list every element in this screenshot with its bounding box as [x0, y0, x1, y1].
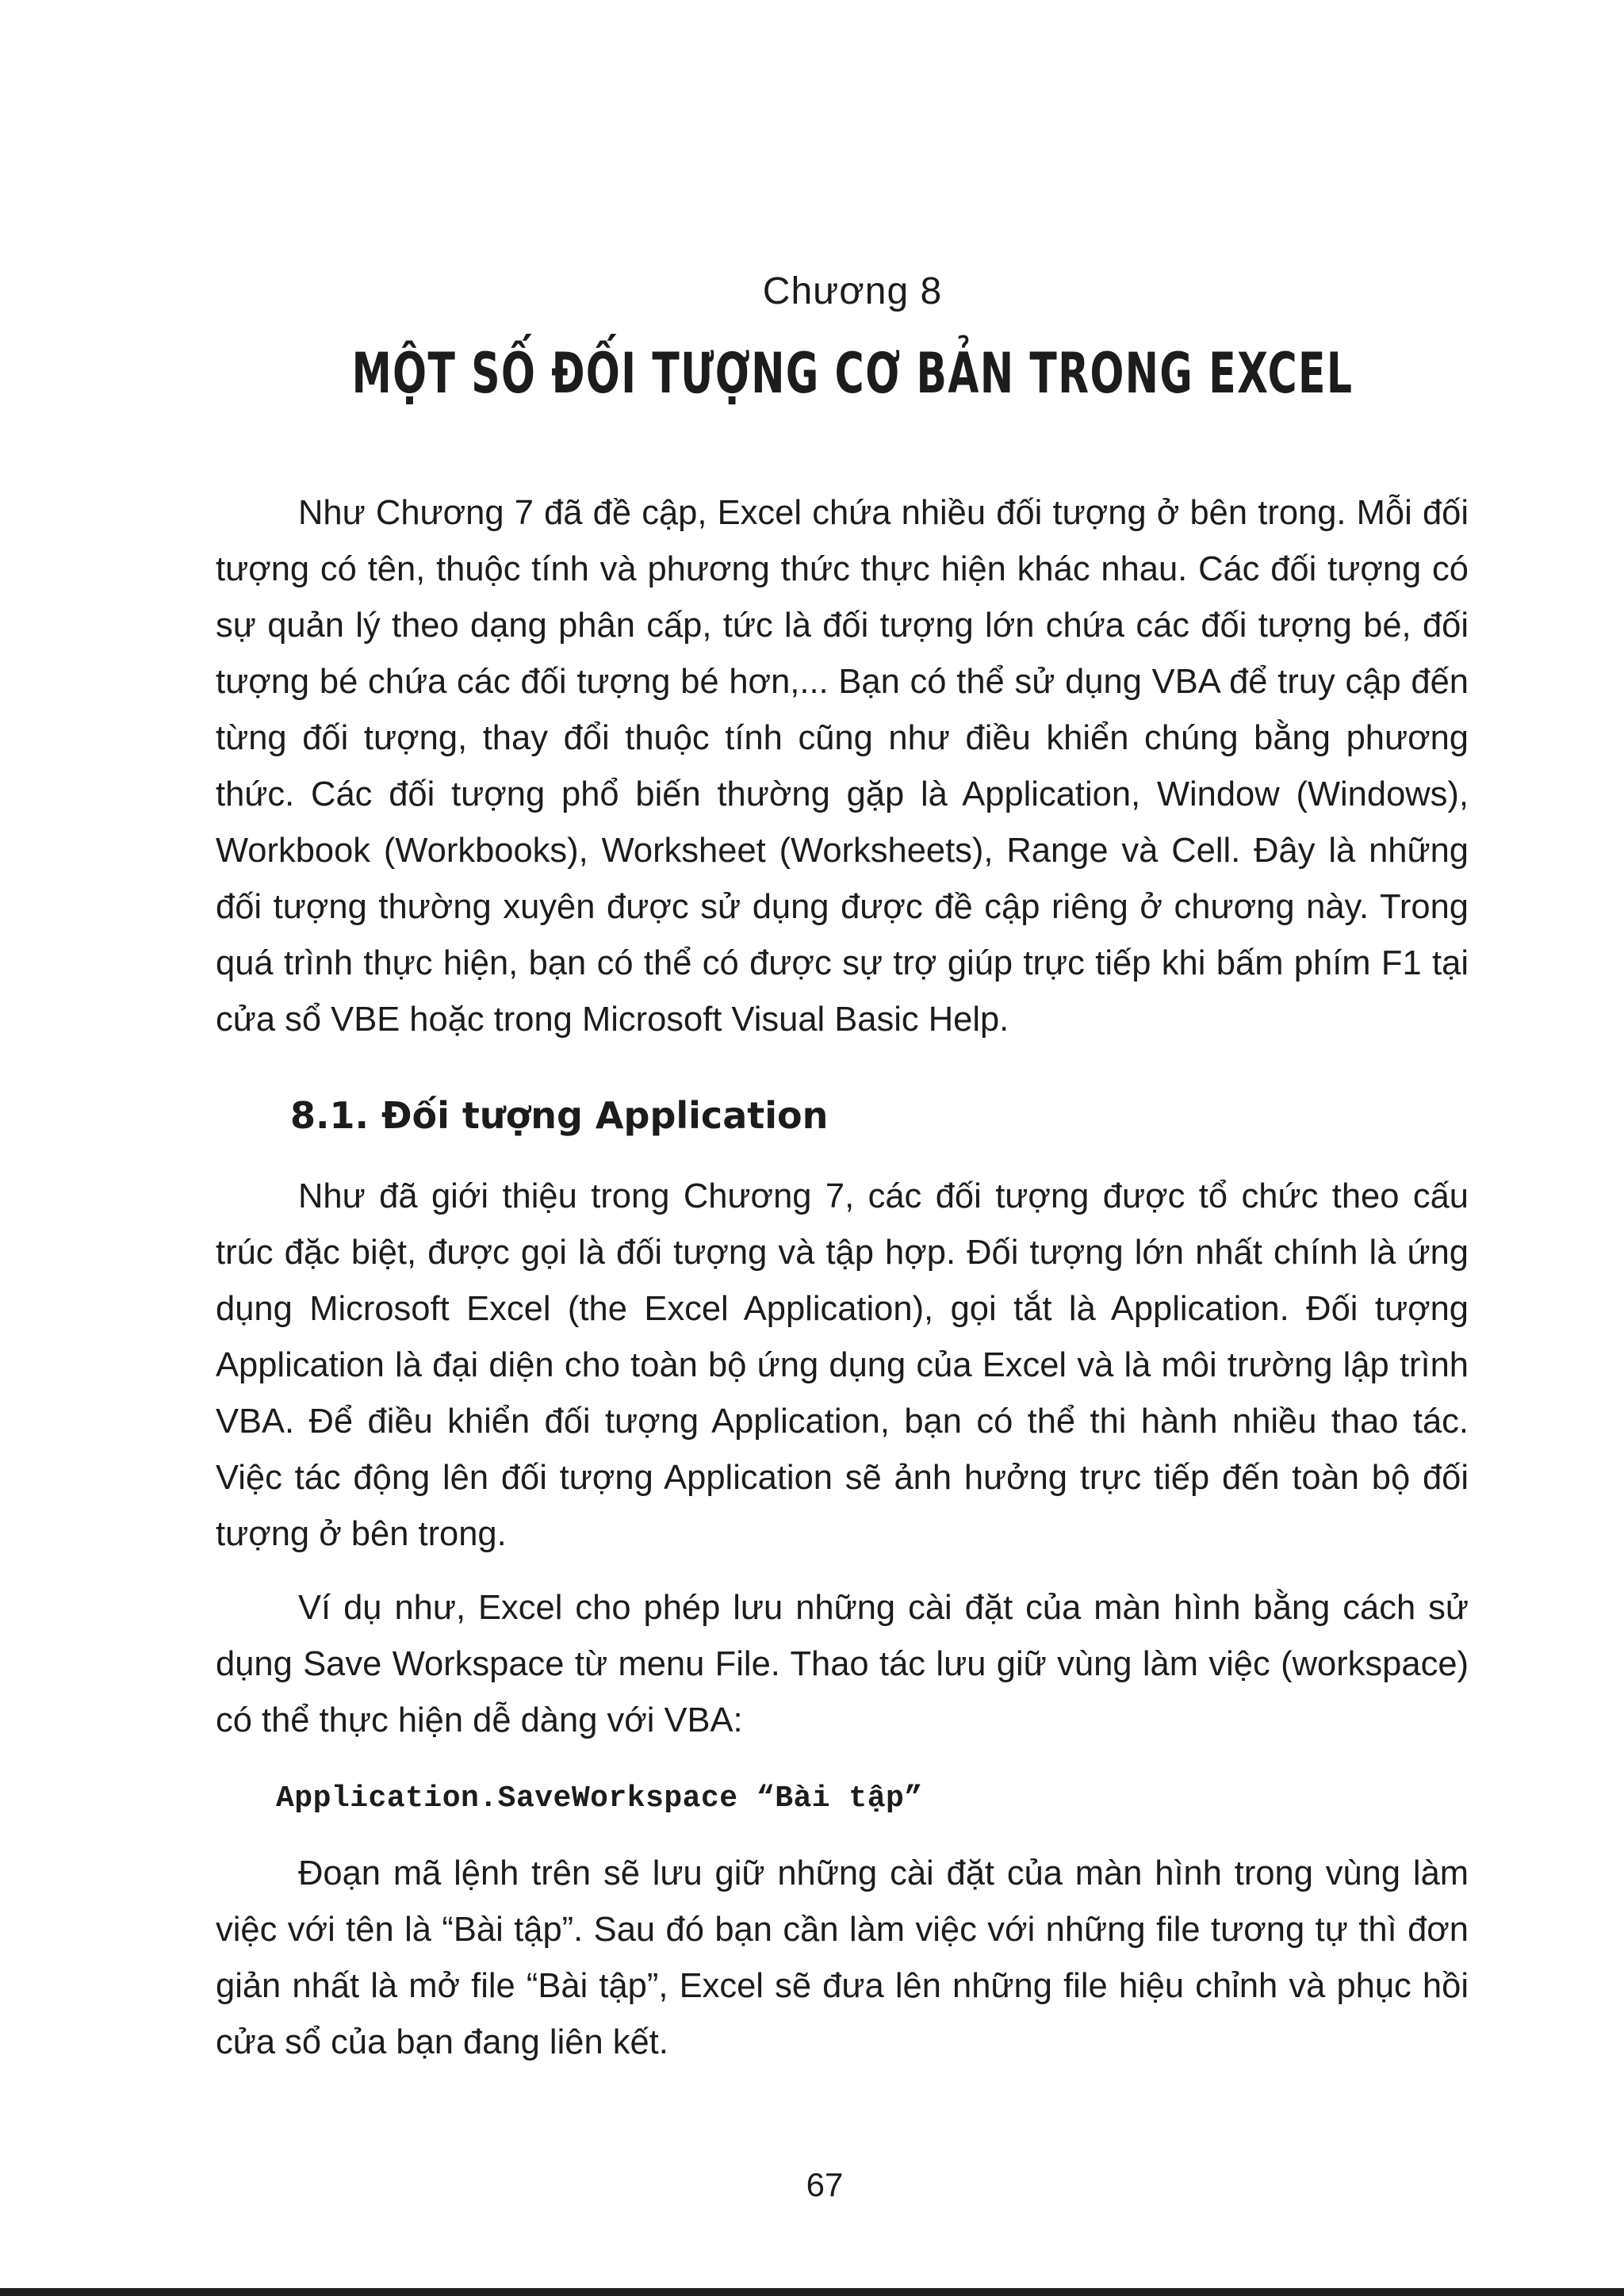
section-paragraph-1: Như đã giới thiệu trong Chương 7, các đối tượng được tổ chức theo cấu trúc đặc biệt, được gọi là đối tượng và tập hợp. Đối tượng lớn nhất chính là ứng dụng Microsoft Excel (the Excel Application), gọi tắt là Application. Đối tượng Application là đại diện cho toàn bộ ứng dụng của Excel và là môi trường lập trình VBA. Để điều khiển đối tượng Application, bạn có thể thi hành nhiều thao tác. Việc tác động lên đối tượng Application sẽ ảnh hưởng trực tiếp đến toàn bộ đối tượng ở bên trong.: [216, 1177, 1469, 1553]
page-number: 67: [806, 2166, 844, 2203]
page-body: [216, 485, 1469, 2071]
scan-bottom-edge: [0, 2288, 1624, 2296]
section-heading: 8.1. Đối tượng Application: [290, 1094, 829, 1137]
intro-paragraph: Như Chương 7 đã đề cập, Excel chứa nhiều đối tượng ở bên trong. Mỗi đối tượng có tên, thuộc tính và phương thức thực hiện khác nhau. Các đối tượng có sự quản lý theo dạng phân cấp, tức là đối tượng lớn chứa các đối tượng bé, đối tượng bé chứa các đối tượng bé hơn,... Bạn có thể sử dụng VBA để truy cập đến từng đối tượng, thay đổi thuộc tính cũng như điều khiển chúng bằng phương thức. Các đối tượng phổ biến thường gặp là Application, Window (Windows), Workbook (Workbooks), Worksheet (Worksheets), Range và Cell. Đây là những đối tượng thường xuyên được sử dụng được đề cập riêng ở chương này. Trong quá trình thực hiện, bạn có thể có được sự trợ giúp trực tiếp khi bấm phím F1 tại cửa sổ VBE hoặc trong Microsoft Visual Basic Help.: [216, 494, 1469, 1039]
section-paragraph-2: Ví dụ như, Excel cho phép lưu những cài đặt của màn hình bằng cách sử dụng Save Workspace từ menu File. Thao tác lưu giữ vùng làm việc (workspace) có thể thực hiện dễ dàng với VBA:: [216, 1589, 1469, 1739]
chapter-title: MỘT SỐ ĐỐI TƯỢNG CƠ BẢN TRONG EXCEL: [351, 341, 1354, 406]
section-paragraph-3: Đoạn mã lệnh trên sẽ lưu giữ những cài đặt của màn hình trong vùng làm việc với tên là “Bài tập”. Sau đó bạn cần làm việc với những file tương tự thì đơn giản nhất là mở file “Bài tập”, Excel sẽ đưa lên những file hiệu chỉnh và phục hồi cửa sổ của bạn đang liên kết.: [216, 1854, 1469, 2061]
code-example: Application.SaveWorkspace “Bài tập”: [276, 1781, 923, 1816]
chapter-label: Chương 8: [762, 270, 943, 312]
